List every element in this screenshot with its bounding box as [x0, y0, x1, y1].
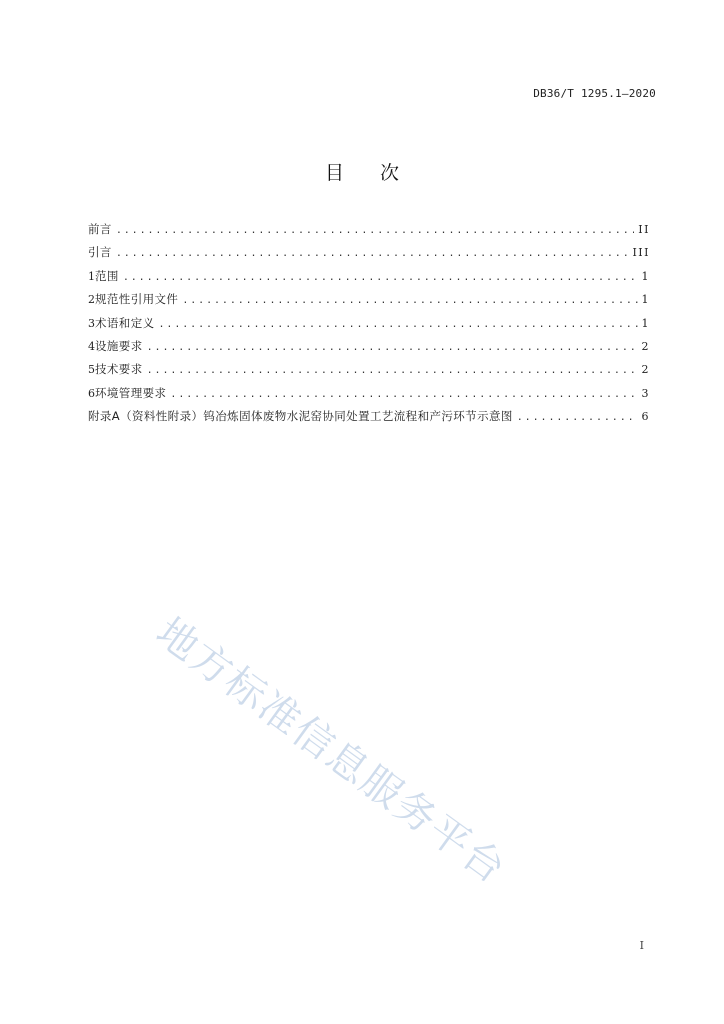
toc-dot-leader — [517, 406, 638, 429]
toc-entry-environmental-management[interactable] — [88, 382, 650, 405]
toc-dot-leader — [116, 219, 634, 242]
page-number: I — [639, 939, 644, 952]
toc-entry-page: II — [638, 223, 650, 236]
toc-dot-leader — [182, 289, 637, 312]
table-of-contents — [88, 218, 650, 429]
toc-entry-facility-requirements[interactable] — [88, 335, 650, 358]
toc-entry-label: 环境管理要求 — [95, 385, 167, 400]
toc-entry-number: 5 — [88, 363, 95, 377]
toc-entry-label: 设施要求 — [95, 338, 143, 353]
toc-dot-leader — [170, 383, 637, 406]
toc-entry-number: 3 — [88, 316, 95, 330]
toc-entry-label: 引言 — [88, 245, 112, 260]
page-title: 目次 — [324, 162, 435, 184]
toc-entry-label: 术语和定义 — [95, 315, 155, 330]
toc-entry-label: 规范性引用文件 — [95, 292, 179, 307]
watermark: 地方标准信息服务平台 — [147, 609, 515, 894]
toc-entry-page: 1 — [641, 293, 650, 307]
toc-entry-scope[interactable] — [88, 265, 650, 288]
toc-entry-number: 2 — [88, 293, 95, 307]
toc-entry-label: 技术要求 — [95, 362, 143, 377]
toc-entry-terms-definitions[interactable] — [88, 312, 650, 335]
toc-entry-appendix-a[interactable] — [88, 405, 650, 428]
toc-entry-introduction[interactable] — [88, 241, 650, 264]
toc-entry-label: 范围 — [95, 268, 119, 283]
toc-dot-leader — [147, 359, 638, 382]
toc-entry-page: 2 — [641, 363, 650, 377]
toc-entry-page: 1 — [641, 316, 650, 330]
toc-dot-leader — [116, 242, 629, 265]
toc-entry-page: III — [632, 246, 650, 260]
toc-dot-leader — [123, 266, 638, 289]
toc-entry-page: 1 — [641, 269, 650, 283]
toc-entry-label: 前言 — [88, 222, 112, 236]
toc-entry-number: 4 — [88, 339, 95, 353]
toc-dot-leader — [147, 336, 638, 359]
toc-entry-number: 1 — [88, 269, 95, 283]
toc-entry-number: 6 — [88, 386, 95, 400]
toc-entry-normative-references[interactable] — [88, 288, 650, 311]
toc-entry-page: 2 — [641, 339, 650, 353]
toc-entry-foreword[interactable] — [88, 218, 650, 241]
toc-entry-page: 3 — [641, 386, 650, 400]
toc-dot-leader — [159, 313, 638, 336]
toc-entry-technical-requirements[interactable] — [88, 358, 650, 381]
document-code: DB36/T 1295.1—2020 — [533, 87, 656, 100]
toc-entry-label: 附录A（资料性附录）钨冶炼固体废物水泥窑协同处置工艺流程和产污环节示意图 — [88, 409, 513, 424]
toc-entry-page: 6 — [641, 410, 650, 424]
